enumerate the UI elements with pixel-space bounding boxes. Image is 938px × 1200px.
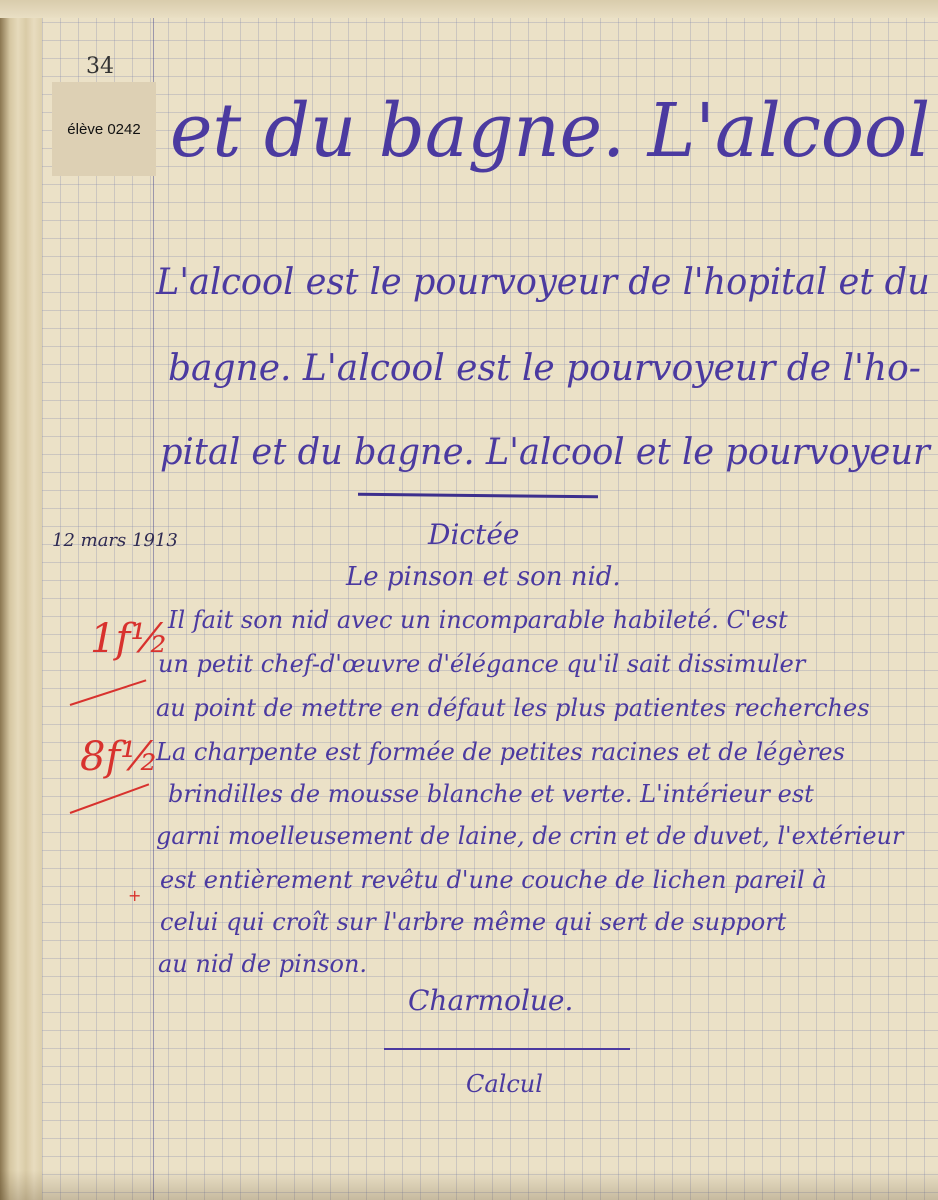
dictation-line-8: celui qui croît sur l'arbre même qui sert de support <box>160 908 787 936</box>
dictation-line-6: garni moelleusement de laine, de crin et de duvet, l'extérieur <box>156 822 904 850</box>
grade-mark-2: 8f½ <box>80 734 160 780</box>
grade-mark-1: 1f½ <box>90 616 170 662</box>
dictation-line-3: au point de mettre en défaut les plus patientes recherches <box>156 694 870 722</box>
copy-line-2: bagne. L'alcool est le pourvoyeur de l'ho- <box>168 348 921 389</box>
dictation-subtitle: Le pinson et son nid. <box>346 562 621 592</box>
dictation-line-5: brindilles de mousse blanche et verte. L'intérieur est <box>168 780 814 808</box>
dictation-line-7: est entièrement revêtu d'une couche de lichen pareil à <box>160 866 827 894</box>
margin-line <box>153 18 154 1200</box>
date-margin: 12 mars 1913 <box>52 530 178 551</box>
dictation-line-1: Il fait son nid avec un incomparable habileté. C'est <box>168 606 788 634</box>
page-number: 34 <box>86 54 114 79</box>
page-top-edge <box>0 0 938 18</box>
notebook-binding-edge <box>0 0 42 1200</box>
dictation-line-2: un petit chef-d'œuvre d'élégance qu'il sait dissimuler <box>158 650 806 678</box>
heading-line: et du bagne. L'alcool <box>170 88 931 174</box>
red-plus-mark: + <box>128 886 142 905</box>
dictation-line-9: au nid de pinson. <box>158 950 368 978</box>
page-bottom-shadow <box>0 1170 938 1200</box>
copy-line-3: pital et du bagne. L'alcool et le pourvoyeur <box>160 432 930 473</box>
student-label <box>52 82 156 176</box>
next-section-title: Calcul <box>466 1070 543 1098</box>
copy-line-1: L'alcool est le pourvoyeur de l'hopital et du <box>156 262 930 303</box>
student-label-text: élève 0242 <box>67 120 141 138</box>
dictation-author: Charmolue. <box>408 984 574 1017</box>
dictation-line-4: La charpente est formée de petites racines et de légères <box>156 738 845 766</box>
section-divider-bottom <box>384 1048 630 1050</box>
dictation-title: Dictée <box>428 518 520 551</box>
